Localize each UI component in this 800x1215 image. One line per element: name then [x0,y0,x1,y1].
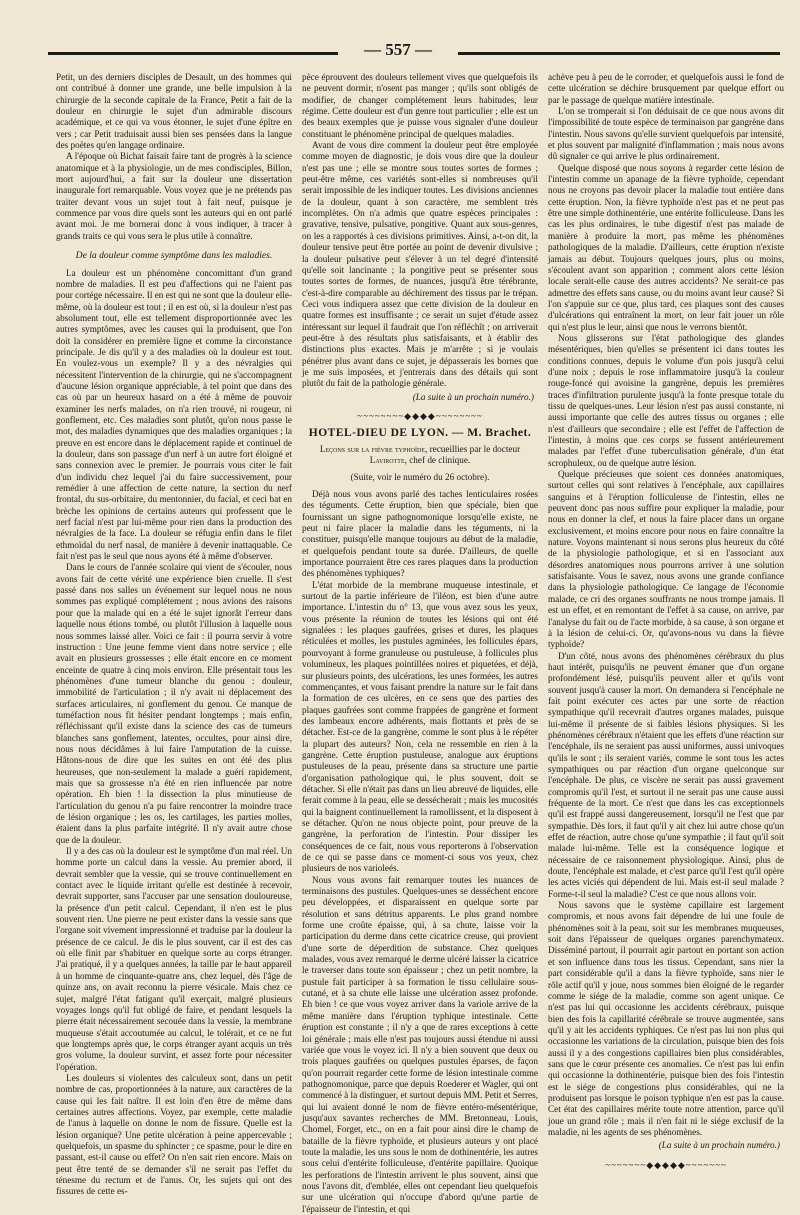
article-subtitle [302,444,538,466]
text-columns [56,72,784,1214]
paragraph: L'on se tromperait si l'on déduisait de ce que nous avons dit l'impossibilité de toute espèce de terminaison par gangrène dans l'intestin. Nous savons qu'elle survient quelquefois par intensité, et plus souvent par malignité d'inflammation ; mais nous avons dû signaler ce qui arrive le plus ordinairement. [548,106,784,162]
paragraph: La douleur est un phénomène concomittant d'un grand nombre de maladies. Il est peu d'affections qui ne l'aient pas pour cortége nécessaire. Il en est qui ne sont que la douleur elle-même, où la douleur est tout ; il en est où, si la douleur n'est pas absolument tout, elle est tellement disproportionnée avec les autres symptômes, avec les causes qui la produisent, que l'on doit la considérer en première ligne et comme la circonstance principale. Je dis qu'il y a des maladies où la douleur est tout. En voulez-vous un exemple? Il y a des névralgies qui nécessitent l'intervention de la chirurgie, qui ne s'accompagnent d'aucune lésion organique appréciable, à tel point que dans des cas où par un heureux hasard on a été à même de pouvoir examiner les nerfs malades, on n'a rien trouvé, ni rougeur, ni gonflement, etc. Ces maladies sont plutôt, qu'on nous passe le mot, des maladies dynamiques que des maladies organiques ; la preuve en est encore dans le déplacement rapide et continuel de la douleur, dans son passage d'un nerf à un autre fort éloigné et sans connexion avec le premier. Je pourrais vous citer le fait d'un individu chez lequel j'ai du faire successivement, pour remédier à une affection de cette nature, la section du nerf frontal, du sus-orbitaire, du mentonnier, du facial, et ceci bat en brèche les opinions de certains auteurs qui professent que le nerf facial n'est par lui-même pour rien dans la production des névralgies de la face. La douleur se réfugia enfin dans le filet ethmoïdal du nerf nasal, de manière à devenir inattaquable. Ce fait n'est pas le seul que nous ayons été à même d'observer. [56,267,292,562]
paragraph: Dans le cours de l'année scolaire qui vient de s'écouler, nous avons fait de cette vérité une expérience bien cruelle. Il s'est passé dans nos salles un événement sur lequel nous ne nous sommes pas expliqué complétement ; nous avions des raisons pour que la malade qui en a été le sujet ignorât l'erreur dans laquelle nous étions tombé, ou plutôt l'illusion à laquelle nous nous sommes laissé aller. Voici ce fait : il pourra servir à votre instruction : Une jeune femme vient dans notre service ; elle avait en plusieurs grossesses ; elle était encore en ce moment enceinte de quatre à cinq mois environ. Elle présentait tous les phénomènes d'une tumeur blanche du genou : douleur, immobilité de l'articulation ; il n'y avait ni déplacement des surfaces articulaires, ni gonflement du genou. Ce manque de tuméfaction nous fit hésiter pendant longtemps ; mais enfin, réfléchissant qu'il existe dans la science des cas de tumeurs blanches sans gonflement, latentes, occultes, pour ainsi dire, nous nous décidâmes à lui faire l'amputation de la cuisse. Hâtons-nous de dire que les suites en ont été des plus heureuses, que non-seulement la malade a guéri rapidement, mais que sa grossesse n'a été en rien influencée par notre opération. Eh bien ! la dissection la plus minutieuse de l'articulation du genou n'a pu faire rencontrer la moindre trace de lésion organique ; les os, les cartilages, les parties molles, étaient dans la plus parfaite intégrité. Il n'y avait autre chose que de la douleur. [56,562,292,845]
paragraph: Nous glisserons sur l'état pathologique des glandes mésentériques, bien qu'elles se présentent ici dans toutes les conditions connues, depuis le volume d'un pois jusqu'à celui d'une noix ; depuis le rose inflammatoire jusqu'à la couleur rouge-foncé qui avoisine la gangrène, depuis les premières traces d'infiltration purulente jusqu'à la fonte presque totale du tissu de quelques-unes. Leur lésion n'est pas aussi constante, ni aussi importante que celle des autres tissus ou organes ; elle n'est d'ailleurs que secondaire ; elle est l'effet de l'affection de l'intestin, à moins que ces corps se fussent antérieurement malades par l'effet d'une tuberculisation générale, d'un état scrophuleux, ou de quelque autre lésion. [548,332,784,468]
paragraph: achève peu à peu de le corroder, et quelquefois aussi le fond de cette ulcération se déchire brusquement par quelque effort ou par le passage de quelque matière intestinale. [548,72,784,105]
column-2 [302,72,538,1214]
continuation-note: (Suite, voir le numéro du 26 octobre). [350,471,490,482]
continued-note: (La suite à un prochain numéro.) [658,1140,780,1151]
paragraph: Les douleurs si violentes des calculeux sont, dans un petit nombre de cas, proportionnées à la nature, aux caractères de la cause qui les fait naître. Il est loin d'en être de même dans certaines autres affections. Voyez, par exemple, cette maladie de l'anus à laquelle on donne le nom de fissure. Quelle est la lésion organique? Une petite ulcération à peine appercevable ; quelquefois, un spasme du sphincter ; ce spasme, pour le dire en passant, est-il cause ou effet? On n'en sait rien encore. Mais on peut être tenté de se demander s'il ne serait pas l'effet du ténesme du rectum et de l'anus. Or, les sujets qui ont des fissures de cette es- [56,1072,293,1197]
column-3 [548,72,784,1170]
paragraph: Nous savons que le système capillaire est largement compromis, et nous avons fait dépendre de lui une foule de phénomènes soit à la peau, soit sur les membranes muqueuses, soit dans l'épaisseur de quelques organes parenchymateux. Disséminé partout, il pourrait agir partout en portant son action et son influence dans tous les tissus. Cependant, sans nier la part considérable qu'il a dans la fièvre typhoïde, sans nier le rôle actif qu'il y joue, nous sommes bien éloigné de le regarder comme le siége de la maladie, comme son agent unique. Ce n'est pas lui qui occasionne les accidents cérébraux, puisque bien des fois la capillarité cérébrale se trouve augmentée, sans qu'il y ait les accidents typhiques. Ce n'est pas lui non plus qui occasionne les variations de la circulation, puisque bien des fois aussi il y a des congestions capillaires bien plus considérables, sans que le cœur présente ces anomalies. Ce n'est pas lui enfin qui occasionne la dothinentérie, puisque bien des fois l'intestin est le siége de congestions plus considérables, qui ne la produisent pas lorsque le poison typhique n'en est pas la cause. Cet état des capillaires mérite toute notre attention, parce qu'il joue un grand rôle ; mais il n'en fait ni le siége exclusif de la maladie, ni les agents de ses phénomènes. [548,900,784,1137]
section-title: De la douleur comme symptôme dans les maladies. [75,250,273,262]
paragraph: pèce éprouvent des douleurs tellement vives que quelquefois ils ne peuvent dormir, n'osent pas manger ; qu'ils sont obligés de modifier, de changer complétement leurs habitudes, leur régime. Cette douleur est d'un genre tout particulier ; elle est un des beaux exemples que je puisse vous signaler d'une douleur constituant le phénomène principal de quelques maladies. [302,72,538,139]
article-title: HOTEL-DIEU DE LYON. — M. Brachet. [308,427,532,440]
page-header [48,40,780,66]
paragraph: A l'époque où Bichat faisait faire tant de progrès à la science anatomique et à la physiologie, un de mes condisciples, Billon, mort aujourd'hui, a fait sur la douleur une dissertation inaugurale fort remarquable. Vous voyez que je ne prétends pas traiter devant vous un sujet tout à fait neuf, puisque je commence par vous dire quels sont les auteurs qui en ont parlé avant moi. Je me bornerai donc à vous indiquer, à tracer à grands traits ce qui vous sera le plus utile à connaître. [56,151,292,241]
continued-note: (La suite à un prochain numéro.) [412,391,534,402]
column-1 [56,72,293,1197]
paragraph: Avant de vous dire comment la douleur peut être employée comme moyen de diagnostic, je dois vous dire que la douleur n'est pas une ; elle se montre sous toutes sortes de formes ; peut-être même, ces variétés sont-elles si nombreuses qu'il serait impossible de les indiquer toutes. Les divisions anciennes de la douleur, quant à son caractère, me semblent très incomplètes. On n'a admis que quatre espèces principales : gravative, tensive, pulsative, pongitive. Quant aux sous-genres, on les a rapportés à ces divisions primitives. Ainsi, a-t-on dit, la douleur tensive peut être portée au point de devenir divulsive ; la douleur pulsative peut s'élever à un tel degré d'intensité qu'elle soit lancinante ; la pongitive peut se présenter sous toutes sortes de formes, de nuances, jusqu'à être térébrante, c'est-à-dire comparable au déchirement des tissus par le trépan. Ceci vous indiquera assez que cette division de la douleur en quatre formes est insuffisante ; ce serait un sujet d'étude assez intéressant sur lequel il faudrait que l'on réfléchît ; on arriverait peut-être à des résultats plus satisfaisants, et à établir des distinctions plus exactes. Mais je m'arrête ; si je voulais pénétrer plus avant dans ce sujet, je dépasserais les bornes que je me suis imposées, et j'entrerais dans des détails qui sont plutôt du fait de la pathologie générale. [302,140,538,389]
lesson-prefix: Leçons sur la fièvre typhoïde [319,443,425,454]
paragraph: Il y a des cas où la douleur est le symptôme d'un mal réel. Un homme porte un calcul dans la vessie. Au premier abord, il devrait sembler que la vessie, qui se trouve continuellement en contact avec le liquide irritant qu'elle est destinée à recevoir, devrait supporter, sans l'accuser par une sensation douloureuse, la présence d'un petit calcul. Cependant, il n'en est le plus souvent rien. Une pierre ne peut exister dans la vessie sans que l'organe soit vivement impressionné et traduise par la douleur la présence de ce calcul. Je dis le plus souvent, car il est des cas où elle finit par s'habituer en quelque sorte au corps étranger. J'ai pratiqué, il y a quelques années, la taille par le haut appareil à un homme de cinquante-quatre ans, chez lequel, dès l'âge de quinze ans, on avait reconnu la pierre vésicale. Mais chez ce sujet, malgré l'état fatigant qu'il exerçait, malgré plusieurs voyages longs qu'il fut obligé de faire, et pendant lesquels la pierre était nécessairement secouée dans la vessie, la membrane muqueuse s'était accoutumée au calcul, le tolérait, et ce ne fut que longtemps après que, le corps étranger ayant acquis un très gros volume, la douleur survint, et assez forte pour nécessiter l'opération. [56,846,292,1072]
paragraph: Déjà nous vous avons parlé des taches lenticulaires rosées des téguments. Cette éruption, bien que spéciale, bien que fournissant un signe pathognomonique lorsqu'elle existe, ne peut ni faire placer la maladie dans les téguments, ni la constituer, puisqu'elle manque toujours au début de la maladie, et quelquefois pendant toute sa durée. D'ailleurs, de quelle importance pourraient être ces rares plaques dans la production des phénomènes typhiques? [302,489,538,579]
lesson-end: , chef de clinique. [404,454,471,465]
lesson-author: Lavirotte [369,454,405,465]
ornament-divider: ~~~~~~~~◆◆◆◆~~~~~~~~ [357,410,483,421]
paragraph: Quelque disposé que nous soyons à regarder cette lésion de l'intestin comme un apanage de la fièvre typhoïde, cependant nous ne croyons pas devoir placer la maladie tout entière dans cette éruption. Non, la fièvre typhoïde n'est pas et ne peut pas être une simple dothinentérie, une entérite folliculeuse. Dans les cas les plus ordinaires, le tube digestif n'est pas malade de manière à produire la mort, pas même les phénomènes pathologiques de la maladie. D'ailleurs, cette éruption n'existe jamais au début. Toujours quelques jours, plus ou moins, s'écoulent avant son apparition ; comment alors cette lésion locale serait-elle cause des autres accidents? Ne serait-ce pas admettre des effets sans cause, ou du moins avant leur cause? Si l'on s'appuie sur ce que, plus tard, ces plaques sont des causes d'ulcérations qui entraînent la mort, on leur fait jouer un rôle qui n'est plus le leur, ainsi que nous le verrons bientôt. [548,162,784,332]
paragraph: L'état morbide de la membrane muqueuse intestinale, et surtout de la partie inférieure de l'iléon, est bien d'une autre importance. L'intestin du n° 13, que vous avez sous les yeux, vous présente la réunion de toutes les lésions qui ont été signalées : les plaques gaufrées, grises et dures, les plaques réticulées et molles, les pustules agminées, les follicules épars, pourvoyant à forme granuleuse ou pustuleuse, à follicules plus volumineux, les plaques pointillées noires et piquetées, et déjà, sur plusieurs points, des ulcérations, les unes formées, les autres commençantes, et vous faisant prendre la nature sur le fait dans la formation de ces ulcères, en ce sens que des parties des plaques gaufrées sont comme frappées de gangrène et forment des lambeaux encore adhérents, mais flottants et près de se détacher. Est-ce de la gangrène, comme le sont plus à le répéter la plupart des auteurs? Non, cela ne ressemble en rien à la gangrène. Cette éruption pustuleuse, analogue aux éruptions pustuleuses de la peau, présente dans sa structure une partie d'organisation pathologique qui, le plus souvent, doit se détacher. Si elle n'était pas dans un lieu abreuvé de liquides, elle ferait comme à la peau, elle se dessécherait ; mais les mucosités qui la baignent continuellement la ramollissent, et la disposent à se détacher. Qu'on ne nous objecte point, pour preuve de la gangrène, la perforation de l'intestin. Pour dissiper les conséquences de ce fait, nous vous reporterons à l'observation de ce qui se passe dans ce moment-ci sous vos yeux, chez plusieurs de nos varioleés. [302,579,538,874]
paragraph: D'un côté, nous avons des phénomènes cérébraux du plus haut intérêt, puisqu'ils ne peuvent émaner que d'un organe profondément lésé, puisqu'ils peuvent aller et qu'ils vont souvent jusqu'à causer la mort. On demandera si l'encéphale ne fait point exécuter ces actes par une sorte de réaction sympathique qu'il recevrait d'autres organes malades, puisque lui-même il présente de si faibles lésions physiques. Si les phénomènes cérébraux n'étaient que les effets d'une réaction sur l'encéphale, ils ne seraient pas aussi uniformes, aussi univoques qu'ils le sont ; ils seraient variés, comme le sont tous les actes sympathiques ou par réaction d'un organe quelconque sur l'encéphale. De plus, ce viscère ne serait pas aussi gravement compromis qu'il l'est, et surtout il ne serait pas une cause aussi fréquente de la mort. Ce n'est que dans les cas exceptionnels qu'il est frappé aussi dangereusement, lorsqu'il ne l'est que par sympathie. Dès lors, il faut qu'il y ait chez lui autre chose qu'un effet de réaction, autre chose qu'une sympathie ; il faut qu'il soit malade lui-même. Telle est la conséquence logique et nécessaire de ce raisonnement physiologique. Ainsi, plus de doute, l'encéphale est malade, et c'est parce qu'il l'est qu'il opère les actes viciés qui dépendent de lui. Mais est-il seul malade ? Forme-t-il seul la maladie? C'est ce que nous allons voir. [548,650,784,899]
lesson-rest: , recueillies par le docteur [424,443,521,454]
paragraph: Quelque précieuses que soient ces données anatomiques, surtout celles qui sont relatives à l'encéphale, aux capillaires sanguins et à l'éruption folliculeuse de l'intestin, elles ne peuvent donc pas nous suffire pour expliquer la maladie, pour nous en donner la clef, et nous la faire placer dans un organe exclusivement, et moins encore pour nous en faire connaître la nature. Voyons maintenant si nous serons plus heureux du côté de la physiologie pathologique, et si en l'associant aux désordres anatomiques nous pourrons arriver à une solution satisfaisante. Vous le savez, nous avons une grande confiance dans la physiologie pathologique. Ce langage de l'économie malade, ce cri des organes souffrants ne nous trompe jamais. Il est un effet, et en remontant de l'effet à sa cause, on arrive, par l'analyse du fait ou de l'acte morbide, à sa cause, à son organe et à la lésion de celui-ci. Or, qu'avons-nous vu dans la fièvre typhoïde? [548,469,784,650]
paragraph: Petit, un des derniers disciples de Desault, un des hommes qui ont contribué à donner une grande, une belle impulsion à la chirurgie de la seconde capitale de la France, Petit a fait de la douleur en chirurgie le sujet d'un admirable discours académique, et ce qui va vous étonner, le sujet d'une épître en vers ; car Petit traduisait aussi bien ses pensées dans la langue des poëtes qu'en langage ordinaire. [56,72,292,151]
header-rule-right [458,52,780,55]
page-number: — 557 — [364,40,432,59]
header-rule-left [48,52,338,55]
paragraph: Nous vous avons fait remarquer toutes les nuances de terminaisons des pustules. Quelques-unes se desséchent encore peu développées, et disparaissent en quelque sorte par résolution et sans détritus apparents. Le plus grand nombre forme une croûte épaisse, qui, à sa chute, laisse voir la participation du derme dans cette cicatrice creuse, qui provient d'une sorte de déperdition de substance. Chez quelques malades, vous avez remarqué le derme ulcéré laisser la cicatrice le traverser dans toute son épaisseur ; chez un petit nombre, la pustule fait participer à sa formation le tissu cellulaire sous-cutané, et à sa chute elle laisse une ulcération assez profonde. Eh bien ! ce que vous voyez arriver dans la variole arrive de la même manière dans l'éruption typhique intestinale. Cette éruption est constante ; il n'y a que de rares exceptions à cette loi générale ; mais elle n'est pas toujours aussi étendue ni aussi variée que vous le voyez ici. Il n'y a bien souvent que deux ou trois plaques gaufrées ou quelques pustules éparses, de façon qu'on pourrait regarder cette forme de lésion intestinale comme pathognomonique, parce que depuis Roederer et Wagler, qui ont commencé à la distinguer, et surtout depuis MM. Petit et Serres, qui lui avaient donné le nom de fièvre entéro-mésentérique, jusqu'aux savantes recherches de MM. Bretonneau, Louis, Chomel, Forget, etc., on en a fait pour ainsi dire le champ de bataille de la fièvre typhoïde, et plusieurs auteurs y ont placé toute la maladie, les uns sous le nom de dothinentérie, les autres sous celui d'entérite folliculeuse, d'entérite papillaire. Quoique les perforations de l'intestin arrivent le plus souvent, ainsi que nous l'avons dit, d'emblée, elles ont cependant lieu quelquefois sur une ulcération qui n'occupe d'abord qu'une partie de l'épaisseur de l'intestin, et qui [302,874,538,1214]
ornament-divider: ~~~~~~~◆◆◆◆◆~~~~~~~ [605,1159,727,1170]
